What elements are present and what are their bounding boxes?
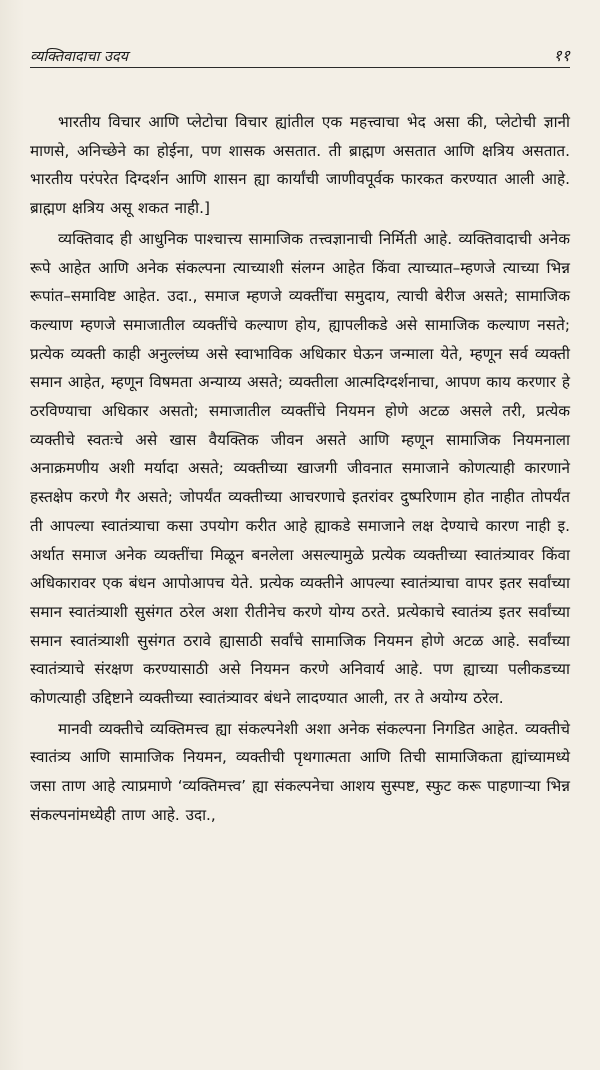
page-number: ११: [553, 46, 570, 65]
header-rule: [30, 67, 570, 68]
body-text: [30, 108, 570, 830]
paragraph: मानवी व्यक्तीचे व्यक्तिमत्त्व ह्या संकल्पनेशी अशा अनेक संकल्पना निगडित आहेत. व्यक्तीचे स्वातंत्र्य आणि सामाजिक नियमन, व्यक्तीची पृथगात्मता आणि तिची सामाजिकता ह्यांच्यामध्ये जसा ताण आहे त्याप्रमाणे ‘व्यक्तिमत्त्व’ ह्या संकल्पनेचा आशय सुस्पष्ट, स्फुट करू पाहणाऱ्या भिन्न संकल्पनांमध्येही ताण आहे. उदा.,: [30, 719, 570, 824]
paragraph: भारतीय विचार आणि प्लेटोचा विचार ह्यांतील एक महत्त्वाचा भेद असा की, प्लेटोची ज्ञानी माणसे, अनिच्छेने का होईना, पण शासक असतात. ती ब्राह्मण असतात आणि क्षत्रिय असतात. भारतीय परंपरेत दिग्दर्शन आणि शासन ह्या कार्यांची जाणीवपूर्वक फारकत करण्यात आली आहे. ब्राह्मण क्षत्रिय असू शकत नाही.]: [30, 113, 570, 218]
running-header: [30, 44, 570, 66]
paragraph: व्यक्तिवाद ही आधुनिक पाश्चात्त्य सामाजिक तत्त्वज्ञानाची निर्मिती आहे. व्यक्तिवादाची अनेक रूपे आहेत आणि अनेक संकल्पना त्याच्याशी संलग्न आहेत किंवा त्याच्यात–म्हणजे त्याच्या भिन्न रूपांत–समाविष्ट आहेत. उदा., समाज म्हणजे व्यक्तींचा समुदाय, त्याची बेरीज असते; सामाजिक कल्याण म्हणजे समाजातील व्यक्तींचे कल्याण होय, ह्यापलीकडे असे सामाजिक कल्याण नसते; प्रत्येक व्यक्ती काही अनुल्लंघ्य असे स्वाभाविक अधिकार घेऊन जन्माला येते, म्हणून सर्व व्यक्ती समान आहेत, म्हणून विषमता अन्याय्य असते; व्यक्तीला आत्मदिग्दर्शनाचा, आपण काय करणार हे ठरविण्याचा अधिकार असतो; समाजातील व्यक्तींचे नियमन होणे अटळ असले तरी, प्रत्येक व्यक्तीचे स्वतःचे असे खास वैयक्तिक जीवन असते आणि म्हणून सामाजिक नियमनाला अनाक्रमणीय अशी मर्यादा असते; व्यक्तीच्या खाजगी जीवनात समाजाने कोणत्याही कारणाने हस्तक्षेप करणे गैर असते; जोपर्यंत व्यक्तीच्या आचरणाचे इतरांवर दुष्परिणाम होत नाहीत तोपर्यंत ती आपल्या स्वातंत्र्याचा कसा उपयोग करीत आहे ह्याकडे समाजाने लक्ष देण्याचे कारण नाही इ. अर्थात समाज अनेक व्यक्तींचा मिळून बनलेला असल्यामुळे प्रत्येक व्यक्तीच्या स्वातंत्र्यावर किंवा अधिकारावर एक बंधन आपोआपच येते. प्रत्येक व्यक्तीने आपल्या स्वातंत्र्याचा वापर इतर सर्वांच्या समान स्वातंत्र्याशी सुसंगत ठरेल अशा रीतीनेच करणे योग्य ठरते. प्रत्येकाचे स्वातंत्र्य इतर सर्वांच्या समान स्वातंत्र्याशी सुसंगत ठरावे ह्यासाठी सर्वांचे सामाजिक नियमन होणे अटळ आहे. सर्वांच्या स्वातंत्र्याचे संरक्षण करण्यासाठी असे नियमन करणे अनिवार्य आहे. पण ह्याच्या पलीकडच्या कोणत्याही उद्दिष्टाने व्यक्तीच्या स्वातंत्र्यावर बंधने लादण्यात आली, तर ते अयोग्य ठरेल.: [30, 229, 570, 708]
running-title: व्यक्तिवादाचा उदय: [30, 49, 129, 65]
